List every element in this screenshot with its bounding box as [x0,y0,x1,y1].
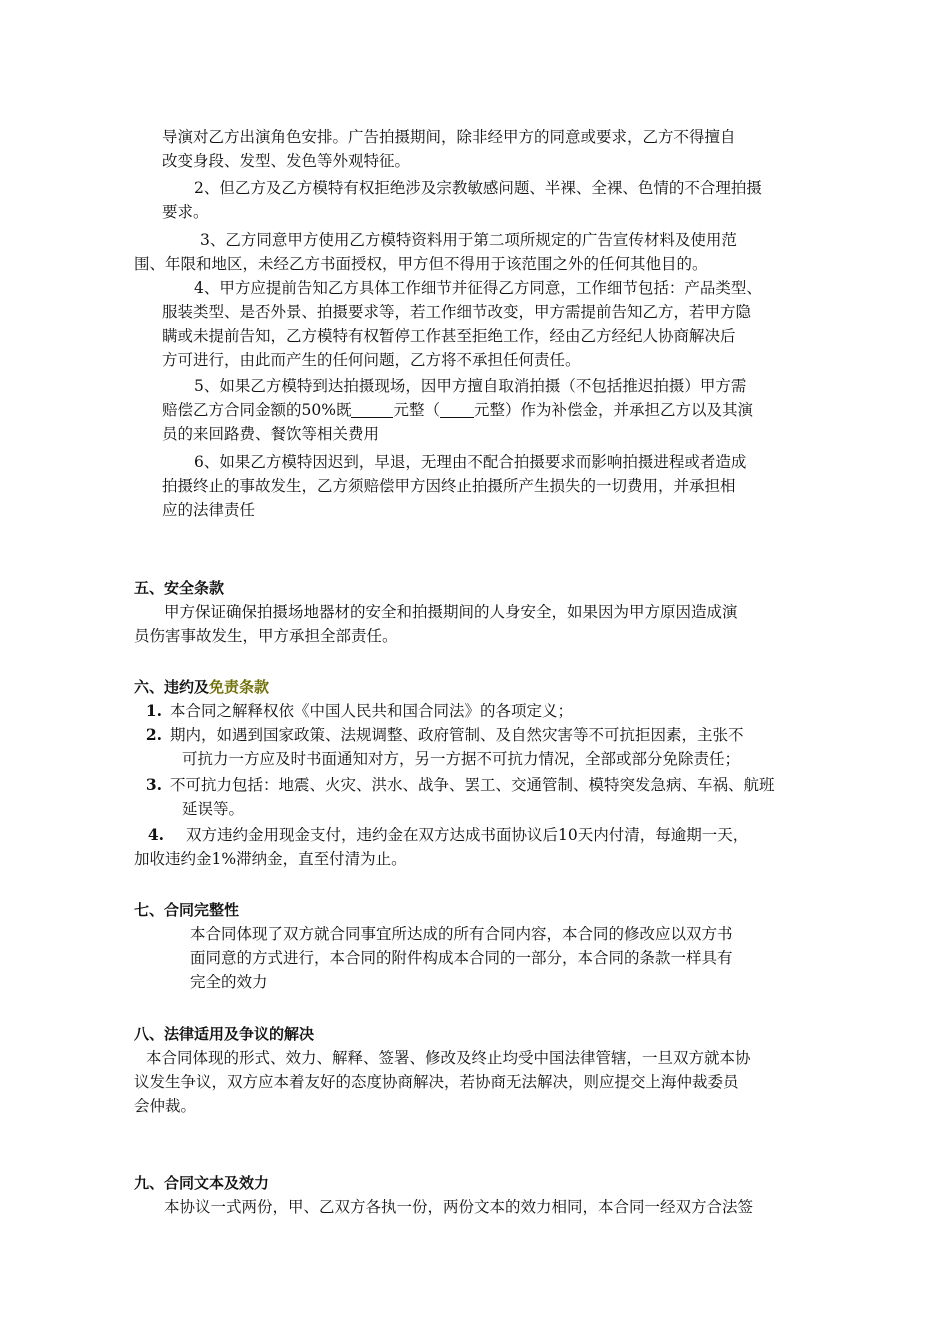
text-fragment: 元整（ [393,401,440,419]
text-line: 5、如果乙方模特到达拍摄现场，因甲方擅自取消拍摄（不包括推迟拍摄）甲方需 [194,377,747,395]
text-line [162,398,753,422]
text-line: 服装类型、是否外景、拍摄要求等，若工作细节改变，甲方需提前告知乙方，若甲方隐 [162,303,752,321]
text-line: 加收违约金1%滞纳金，直至付清为止。 [134,850,407,868]
text-fragment: 赔偿乙方合同金额的50%既 [162,401,352,419]
clause4-item-6 [162,450,746,522]
section-heading-text-validity: 九、合同文本及效力 [134,1174,270,1192]
text-line: 导演对乙方出演角色安排。广告拍摄期间，除非经甲方的同意或要求，乙方不得擅自 [162,128,736,146]
section8-body [134,1046,751,1118]
text-line [134,773,775,797]
clause4-item-2 [162,176,762,224]
text-line: 本合同体现的形式、效力、解释、签署、修改及终止均受中国法律管辖，一旦双方就本协 [146,1049,751,1067]
text-line: 改变身段、发型、发色等外观特征。 [162,152,411,170]
section-heading-integrity: 七、合同完整性 [134,901,240,919]
text-fragment: 不可抗力包括：地震、火灾、洪水、战争、罢工、交通管制、模特突发急病、车祸、航班 [170,776,775,794]
text-line: 本协议一式两份，甲、乙双方各执一份，两份文本的效力相同，本合同一经双方合法签 [164,1198,754,1216]
breach-item-1 [134,699,573,723]
breach-item-3 [134,773,775,821]
breach-item-2 [134,723,744,771]
amount-blank [440,401,474,418]
text-line: 要求。 [162,203,209,221]
text-line [134,699,573,723]
text-line: 完全的效力 [190,973,268,991]
clause4-item-3 [134,228,737,276]
section-heading-law: 八、法律适用及争议的解决 [134,1025,315,1043]
text-line: 本合同体现了双方就合同事宜所达成的所有合同内容，本合同的修改应以双方书 [190,925,733,943]
section9-body [134,1195,753,1219]
text-line: 4、甲方应提前告知乙方具体工作细节并征得乙方同意，工作细节包括：产品类型、 [194,279,762,297]
text-line: 甲方保证确保拍摄场地器材的安全和拍摄期间的人身安全，如果因为甲方原因造成演 [164,603,738,621]
text-line [134,823,748,847]
item-number: 4. [147,825,164,844]
text-line: 6、如果乙方模特因迟到，早退，无理由不配合拍摄要求而影响拍摄进程或者造成 [194,453,747,471]
breach-item-4 [134,823,748,871]
text-line: 会仲裁。 [134,1097,197,1115]
section-heading-breach [134,675,269,699]
text-fragment: 元整）作为补偿金，并承担乙方以及其演 [473,401,753,419]
item-number: 2. [145,725,162,744]
item-number: 3. [145,775,162,794]
text-line: 应的法律责任 [162,501,256,519]
text-fragment: 本合同之解释权依《中国人民共和国合同法》的各项定义； [170,702,574,720]
text-line: 可抗力一方应及时书面通知对方，另一方据不可抗力情况，全部或部分免除责任； [182,750,741,768]
amount-blank [351,401,393,418]
text-line: 员伤害事故发生，甲方承担全部责任。 [134,627,398,645]
text-fragment: 双方违约金用现金支付，违约金在双方达成书面协议后10天内付清，每逾期一天， [186,826,749,844]
text-line: 3、乙方同意甲方使用乙方模特资料用于第二项所规定的广告宣传材料及使用范 [200,231,737,249]
text-line: 议发生争议，双方应本着友好的态度协商解决，若协商无法解决，则应提交上海仲裁委员 [134,1073,739,1091]
text-line: 面同意的方式进行，本合同的附件构成本合同的一部分，本合同的条款一样具有 [190,949,733,967]
item-number: 1. [145,701,162,720]
text-line: 员的来回路费、餐饮等相关费用 [162,425,380,443]
text-line: 拍摄终止的事故发生，乙方须赔偿甲方因终止拍摄所产生损失的一切费用，并承担相 [162,477,736,495]
section-heading-safety: 五、安全条款 [134,579,225,597]
section5-body [134,600,738,648]
clause4-continuation [162,125,736,173]
heading-part-highlight: 免责条款 [209,678,270,696]
text-line: 瞒或未提前告知，乙方模特有权暂停工作甚至拒绝工作，经由乙方经纪人协商解决后 [162,327,736,345]
clause4-item-4 [162,276,762,372]
text-line: 延误等。 [182,800,245,818]
text-fragment: 期内，如遇到国家政策、法规调整、政府管制、及自然灾害等不可抗拒因素，主张不 [170,726,744,744]
text-line: 2、但乙方及乙方模特有权拒绝涉及宗教敏感问题、半裸、全裸、色情的不合理拍摄 [194,179,762,197]
text-line [134,723,744,747]
clause4-item-5 [162,374,753,446]
text-line: 围、年限和地区，未经乙方书面授权，甲方但不得用于该范围之外的任何其他目的。 [134,255,708,273]
text-line: 方可进行，由此而产生的任何问题，乙方将不承担任何责任。 [162,351,581,369]
heading-part: 六、违约及 [134,678,210,696]
section7-body [190,922,733,994]
